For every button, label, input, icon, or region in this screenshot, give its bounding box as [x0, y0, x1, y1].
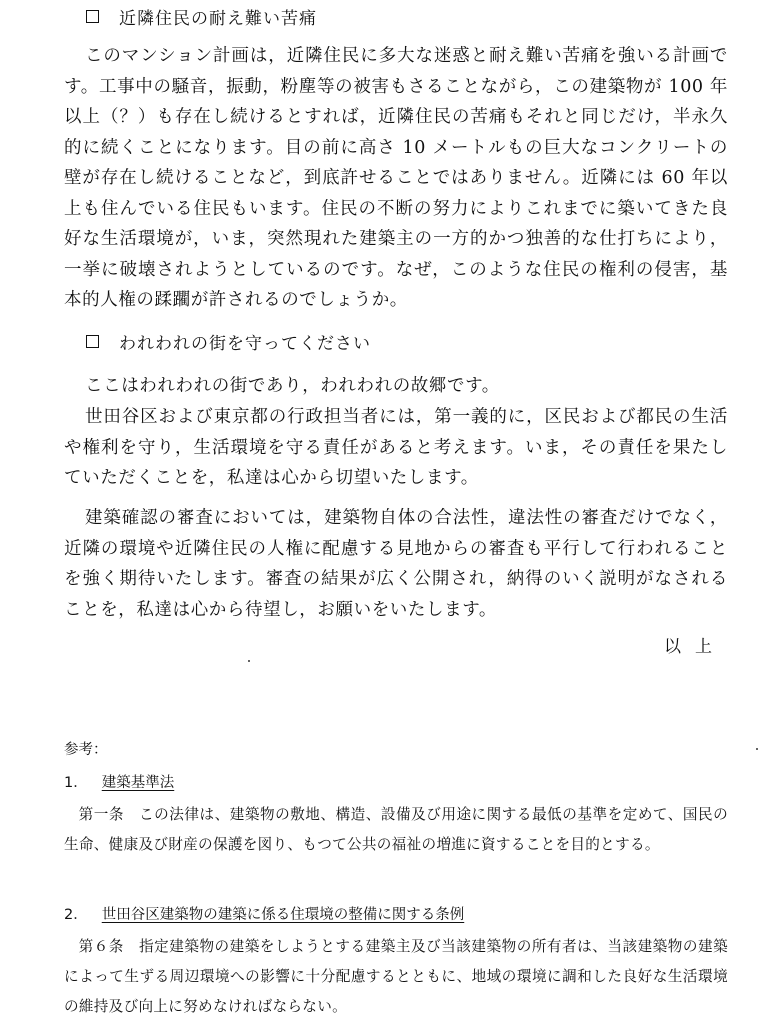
reference-2-number: 2．: [64, 907, 88, 923]
reference-1-title: 建築基準法: [101, 775, 175, 791]
section2-paragraph-1: ここはわれわれの街であり，われわれの故郷です。: [85, 376, 500, 396]
section2-paragraph-2: 世田谷区および東京都の行政担当者には，第一義的に，区民および都民の生活や権利を守り，生活環境を守る責任があると考えます。いま，その責任を果たしていただくことを，私達は心から切望いたします。: [64, 407, 728, 488]
section1-heading-text: 近隣住民の耐え難い苦痛: [119, 9, 317, 29]
section2-heading-text: われわれの街を守ってください: [119, 334, 371, 354]
reference-2-title: 世田谷区建築物の建築に係る住環境の整備に関する条例: [101, 907, 465, 923]
section1-heading: [86, 8, 317, 30]
checkbox-square-icon: [86, 335, 99, 348]
reference-1-text: 第一条 この法律は、建築物の敷地、構造、設備及び用途に関する最低の基準を定めて、国民の生命、健康及び財産の保護を図り、もつて公共の福祉の増進に資することを目的とする。: [64, 806, 728, 853]
checkbox-square-icon: [86, 10, 99, 23]
section2-heading: [86, 333, 371, 355]
closing-text: 以上: [664, 637, 726, 657]
section1-paragraph: このマンション計画は，近隣住民に多大な迷惑と耐え難い苦痛を強いる計画です。工事中の騒音，振動，粉塵等の被害もさることながら，この建築物が 100 年以上（？）も存在し続けるとすれば，近隣住民の苦痛もそれと同じだけ，半永久的に続くことになります。目の前に高さ 10 メートルもの巨大なコンクリートの壁が存在し続けることなど，到底許せることではありません。近隣には 60 年以上も住んでいる住民もいます。住民の不断の努力によりこれまでに築いてきた良好な生活環境が，いま，突然現れた建築主の一方的かつ独善的な仕打ちにより，一挙に破壊されようとしているのです。なぜ，このような住民の権利の侵害，基本的人権の蹂躙が許されるのでしょうか。: [64, 46, 728, 310]
reference-2-text: 第６条 指定建築物の建築をしようとする建築主及び当該建築物の所有者は、当該建築物の建築によって生ずる周辺環境への影響に十分配慮するとともに、地域の環境に調和した良好な生活環境の維持及び向上に努めなければならない。: [64, 938, 728, 1015]
reference-1-heading: [64, 771, 174, 792]
reference-2-heading: [64, 903, 464, 924]
scan-speck: [248, 660, 250, 662]
references-title: 参考：: [64, 742, 108, 758]
section2-paragraph-3: 建築確認の審査においては，建築物自体の合法性，違法性の審査だけでなく，近隣の環境や近隣住民の人権に配慮する見地からの審査も平行して行われることを強く期待いたします。審査の結果が広く公開され，納得のいく説明がなされることを，私達は心から待望し，お願いをいたします。: [64, 508, 728, 620]
reference-1-number: 1．: [64, 775, 88, 791]
scan-speck: [756, 748, 758, 750]
